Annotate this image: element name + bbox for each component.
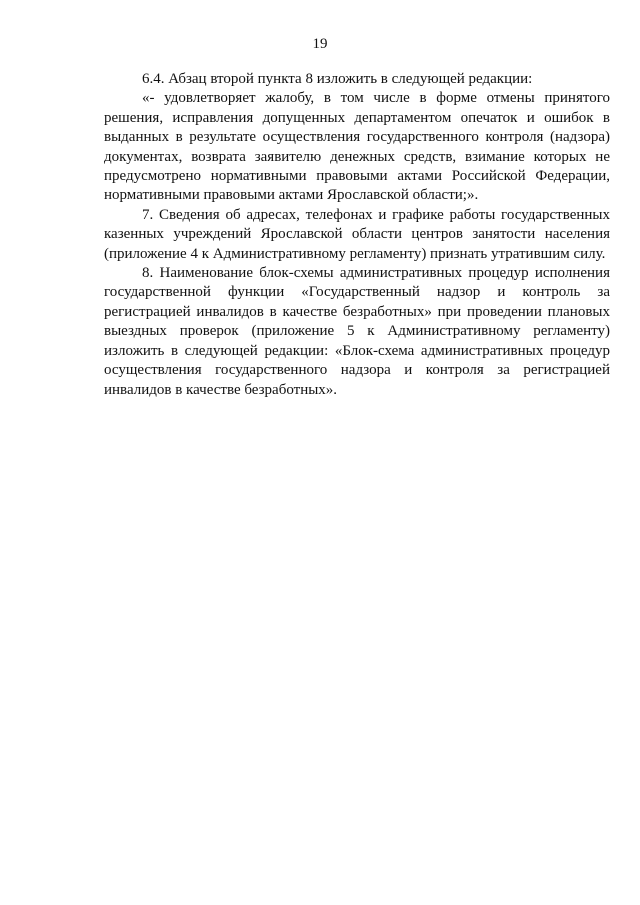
paragraph-quote: «- удовлетворяет жалобу, в том числе в форме отмены принятого решения, исправления допущенных департаментом опечаток и ошибок в выданных в результате осуществления государственного контроля (надзора) документах, возврата заявителю денежных средств, взимание которых не предусмотрено нормативными правовыми актами Российской Федерации, нормативными правовыми актами Ярославской области;».: [104, 90, 610, 204]
paragraph-8: 8. Наименование блок-схемы административных процедур исполнения государственной функции «Государственный надзор и контроль за регистрацией инвалидов в качестве безработных» при проведении плановых выездных проверок (приложение 5 к Административному регламенту) изложить в следующей редакции: «Блок-схема административных процедур осуществления государственного надзора и контроля за регистрацией инвалидов в качестве безработных».: [104, 265, 610, 398]
page-number: 19: [312, 36, 328, 52]
paragraph-6-4: 6.4. Абзац второй пункта 8 изложить в следующей редакции:: [142, 71, 533, 87]
document-body: [104, 70, 610, 400]
paragraph-7: 7. Сведения об адресах, телефонах и графике работы государственных казенных учреждений Ярославской области центров занятости населения (приложение 4 к Административному регламенту) признать утратившим силу.: [104, 206, 610, 262]
